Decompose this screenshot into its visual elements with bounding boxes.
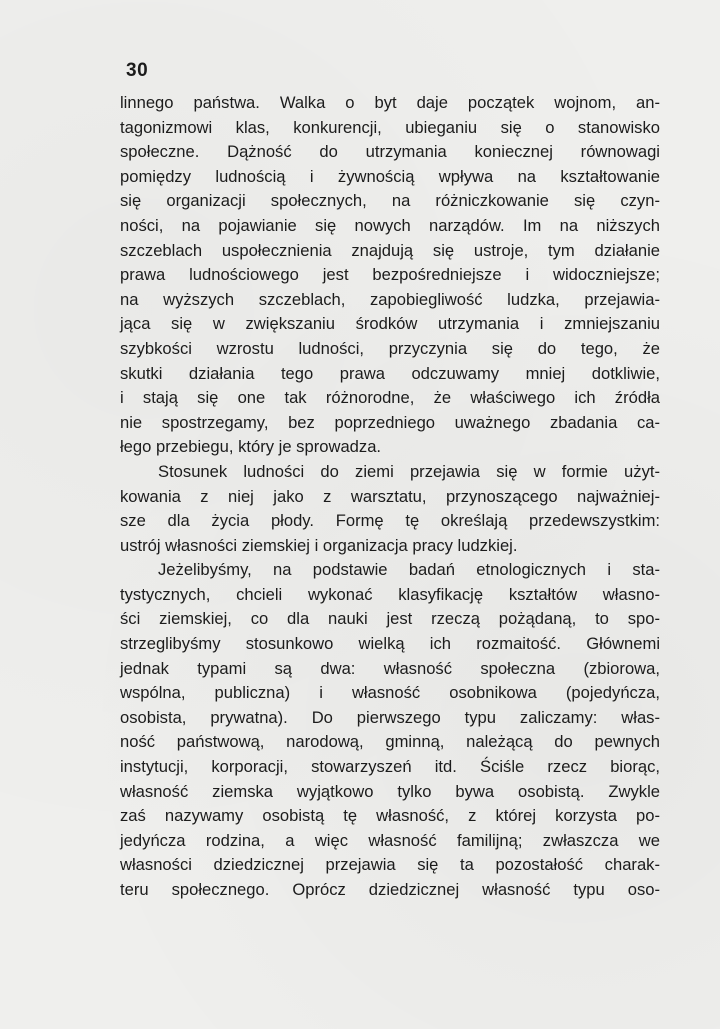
- text-line: ści ziemskiej, co dla nauki jest rzeczą pożądaną, to spo-: [120, 609, 660, 629]
- text-line: skutki działania tego prawa odczuwamy mniej dotkliwie,: [120, 363, 660, 383]
- text-line: się organizacji społecznych, na różniczkowanie się czyn-: [120, 191, 660, 211]
- text-line: własność ziemska wyjątkowo tylko bywa osobistą. Zwykle: [120, 781, 660, 801]
- text-line: nie spostrzegamy, bez poprzedniego uważnego zbadania ca-: [120, 412, 660, 432]
- text-line: strzeglibyśmy stosunkowo wielką ich rozmaitość. Głównemi: [120, 634, 660, 654]
- text-line: jednak typami są dwa: własność społeczna (zbiorowa,: [120, 658, 660, 678]
- text-line: jąca się w zwiększaniu środków utrzymania i zmniejszaniu: [120, 314, 660, 334]
- text-line: Stosunek ludności do ziemi przejawia się w formie użyt-: [158, 461, 660, 481]
- text-line: Jeżelibyśmy, na podstawie badań etnologicznych i sta-: [158, 560, 660, 580]
- text-line: wspólna, publiczna) i własność osobnikowa (pojedyńcza,: [120, 683, 660, 703]
- page-number: 30: [126, 60, 149, 81]
- text-line: pomiędzy ludnością i żywnością wpływa na kształtowanie: [120, 166, 660, 186]
- text-line: szybkości wzrostu ludności, przyczynia się do tego, że: [120, 338, 660, 358]
- text-line: łego przebiegu, który je sprowadza.: [120, 437, 382, 457]
- text-line: linnego państwa. Walka o byt daje początek wojnom, an-: [120, 93, 660, 112]
- text-line: własności dziedzicznej przejawia się ta pozostałość charak-: [120, 855, 660, 875]
- text-line: teru społecznego. Oprócz dziedzicznej własność typu oso-: [120, 880, 660, 899]
- text-line: ustrój własności ziemskiej i organizacja pracy ludzkiej.: [120, 535, 518, 555]
- text-line: prawa ludnościowego jest bezpośredniejsze i widoczniejsze;: [120, 265, 660, 285]
- text-line: szczeblach uspołecznienia znajdują się ustroje, tym działanie: [120, 240, 660, 260]
- body-text: [120, 91, 660, 903]
- text-line: kowania z niej jako z warsztatu, przynoszącego najważniej-: [120, 486, 660, 506]
- text-line: sze dla życia płody. Formę tę określają przedewszystkim:: [120, 511, 660, 531]
- text-line: osobista, prywatna). Do pierwszego typu zaliczamy: włas-: [120, 707, 660, 727]
- text-line: jedyńcza rodzina, a więc własność familijną; zwłaszcza we: [120, 830, 660, 850]
- text-line: zaś nazywamy osobistą tę własność, z której korzysta po-: [120, 806, 660, 826]
- text-line: ność państwową, narodową, gminną, należącą do pewnych: [120, 732, 660, 752]
- text-line: społeczne. Dążność do utrzymania koniecznej równowagi: [120, 142, 660, 162]
- text-line: tystycznych, chcieli wykonać klasyfikację kształtów własno-: [120, 584, 660, 604]
- text-line: i stają się one tak różnorodne, że właściwego ich źródła: [120, 388, 660, 408]
- text-line: instytucji, korporacji, stowarzyszeń itd. Ściśle rzecz biorąc,: [120, 757, 660, 777]
- text-line: tagonizmowi klas, konkurencji, ubieganiu się o stanowisko: [120, 117, 660, 137]
- text-line: ności, na pojawianie się nowych narządów. Im na niższych: [120, 215, 660, 235]
- text-line: na wyższych szczeblach, zapobiegliwość ludzka, przejawia-: [120, 289, 660, 309]
